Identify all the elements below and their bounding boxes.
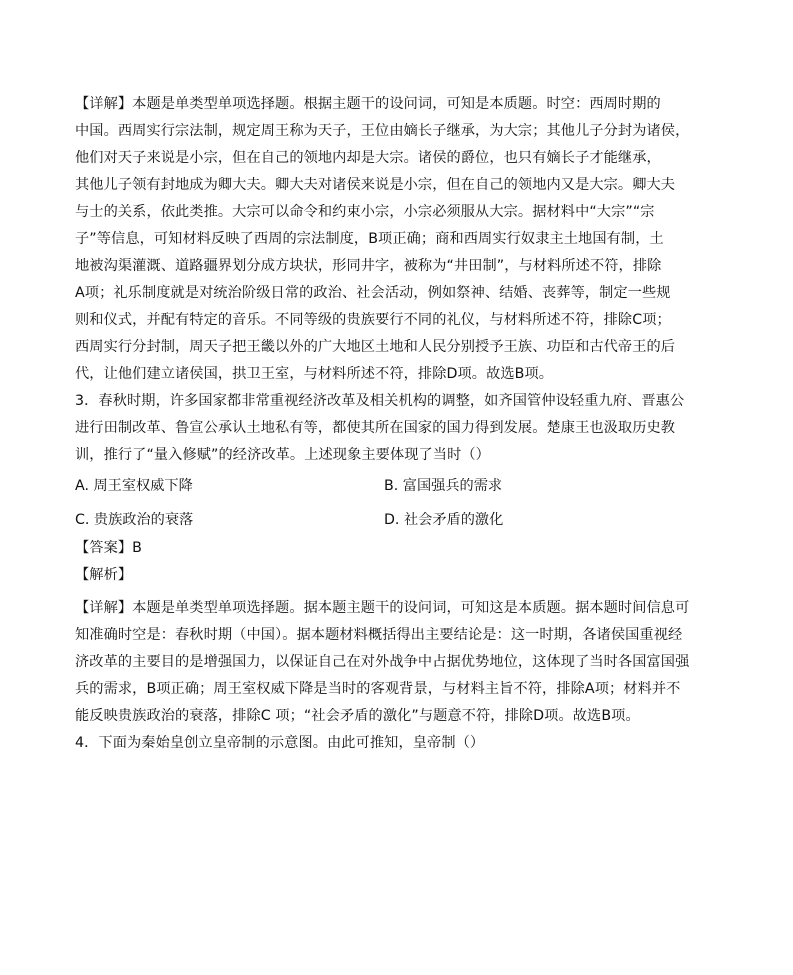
detail-2-line-3: 济改革的主要目的是增强国力，以保证自己在对外战争中占据优势地位，这体现了当时各国富国强 xyxy=(75,654,690,670)
question-3-line-3: 训，推行了“量入修赋”的经济改革。上述现象主要体现了当时（） xyxy=(75,447,490,463)
detail-1-line-4: 其他儿子领有封地成为卿大夫。卿大夫对诸侯来说是小宗，但在自己的领地内又是大宗。卿大夫 xyxy=(75,177,676,193)
question-3-line-2: 进行田制改革、鲁宣公承认土地私有等，都使其所在国家的国力得到发展。楚康王也汲取历史教 xyxy=(75,420,676,436)
detail-1-line-3: 他们对天子来说是小宗，但在自己的领地内却是大宗。诸侯的爵位，也只有嫡长子才能继承， xyxy=(75,150,661,166)
detail-1-line-7: 地被沟渠灌溉、道路疆界划分成方块状，形同井字，被称为“井田制”，与材料所述不符，排除 xyxy=(75,258,662,274)
analysis-label: 【解析】 xyxy=(75,567,133,583)
detail-2-line-5: 能反映贵族政治的衰落，排除C 项；“社会矛盾的激化”与题意不符，排除D项。故选B项。 xyxy=(75,708,640,724)
option-b: B. 富国强兵的需求 xyxy=(384,478,503,494)
detail-1-line-9: 则和仪式，并配有特定的音乐。不同等级的贵族要行不同的礼仪，与材料所述不符，排除C项； xyxy=(75,312,671,328)
detail-1-line-6: 子”等信息，可知材料反映了西周的宗法制度，B项正确；商和西周实行奴隶主土地国有制，土 xyxy=(75,231,664,247)
question-4-line: 4．下面为秦始皇创立皇帝制的示意图。由此可推知，皇帝制（） xyxy=(75,735,485,751)
option-c: C. 贵族政治的衰落 xyxy=(75,512,194,528)
option-d: D. 社会矛盾的激化 xyxy=(384,512,504,528)
detail-1-line-5: 与士的关系，依此类推。大宗可以命令和约束小宗，小宗必须服从大宗。据材料中“大宗”“宗 xyxy=(75,204,655,220)
detail-1-line-8: A项；礼乐制度就是对统治阶级日常的政治、社会活动，例如祭神、结婚、丧葬等，制定一些规 xyxy=(75,285,671,301)
detail-2-line-1: 【详解】本题是单类型单项选择题。据本题主题干的设问词，可知这是本质题。据本题时间信息可 xyxy=(75,600,690,616)
detail-1-line-10: 西周实行分封制，周天子把王畿以外的广大地区土地和人民分别授予王族、功臣和古代帝王的后 xyxy=(75,339,676,355)
detail-2-line-4: 兵的需求，B项正确；周王室权威下降是当时的客观背景，与材料主旨不符，排除A项；材料并不 xyxy=(75,681,681,697)
answer-label: 【答案】B xyxy=(75,540,142,556)
detail-2-line-2: 知准确时空是：春秋时期（中国）。据本题材料概括得出主要结论是：这一时期，各诸侯国重视经 xyxy=(75,627,683,643)
question-3-line-1: 3．春秋时期，许多国家都非常重视经济改革及相关机构的调整，如齐国管仲设轻重九府、晋惠公 xyxy=(75,393,685,409)
detail-1-line-1: 【详解】本题是单类型单项选择题。根据主题干的设问词，可知是本质题。时空：西周时期的 xyxy=(75,96,661,112)
option-a: A. 周王室权威下降 xyxy=(75,478,193,494)
detail-1-line-2: 中国。西周实行宗法制，规定周王称为天子，王位由嫡长子继承，为大宗；其他儿子分封为诸侯， xyxy=(75,123,690,139)
detail-1-line-11: 代，让他们建立诸侯国，拱卫王室，与材料所述不符，排除D项。故选B项。 xyxy=(75,366,554,382)
